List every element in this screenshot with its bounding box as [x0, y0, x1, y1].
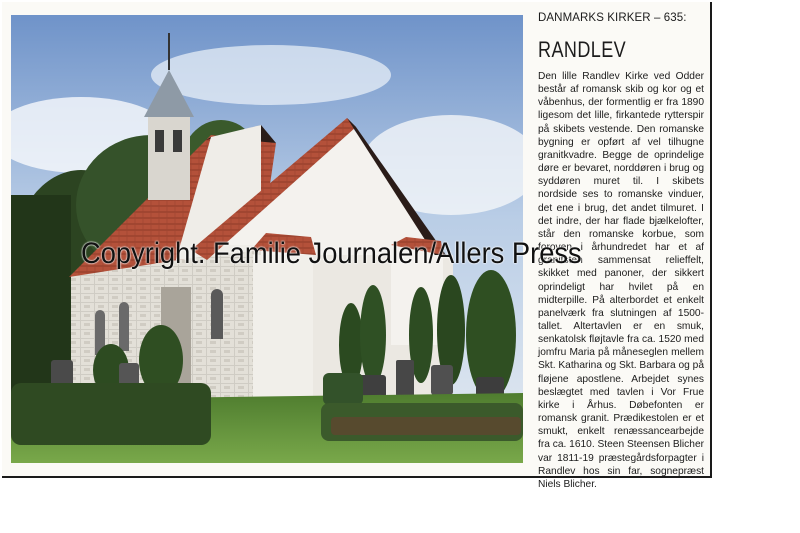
- gravestone: [396, 360, 414, 400]
- article-body: Den lille Randlev Kirke ved Odder består af romansk skib og kor og et våbenhus, der formentlig er fra 1890 ligesom det lille, firkantede rytterspir på skibets vestende. Den romanske bygning er opført af vel tilhugne granitkvadre. Begge de oprindelige døre er bevaret, norddøren i brug og syddøren muret til. I skibets nordside ses to romanske vinduer, det ene i brug, det andet tilmuret. I det indre, der har flade bjælkelofter, står den romanske korbue, som foroven i århundredet har et af granitsten sammensat relieffelt, skikket med panoner, der sikkert oprindeligt har hvilet på en midterpille. På alterbordet et enkelt panelværk fra slutningen af 1500-tallet. Altertavlen er en smuk, senkatolsk fløjtavle fra ca. 1520 med jomfru Maria på måneseglen mellem Skt. Katharina og Skt. Barbara og på fløjene apostlene. Arbejdet synes beslægtet med tavlen i Vor Frue kirke i Århus. Døbefonten er romansk granit. Prædikestolen er et smukt, enkelt renæssancearbejde fra ca. 1610. Steen Steensen Blicher var 1811-19 præstegårdsforpagter i Randlev hos sin far, sognepræst Niels Blicher.: [538, 71, 704, 490]
- porch: [253, 255, 313, 400]
- copyright-watermark: Copyright. Familie Journalen/Allers Press: [81, 237, 582, 270]
- bell-tower: [148, 115, 190, 200]
- series-heading: DANMARKS KIRKER – 635:: [538, 12, 687, 24]
- tower-window: [155, 130, 164, 152]
- cypress: [360, 285, 386, 385]
- hedge: [11, 383, 211, 445]
- gravestone: [431, 365, 453, 395]
- hedge: [323, 373, 363, 405]
- cloud: [151, 45, 391, 105]
- article-title: RANDLEV: [538, 37, 627, 62]
- flower-bed: [331, 417, 521, 435]
- tower-window: [173, 130, 182, 152]
- window: [211, 289, 223, 339]
- window: [119, 302, 129, 351]
